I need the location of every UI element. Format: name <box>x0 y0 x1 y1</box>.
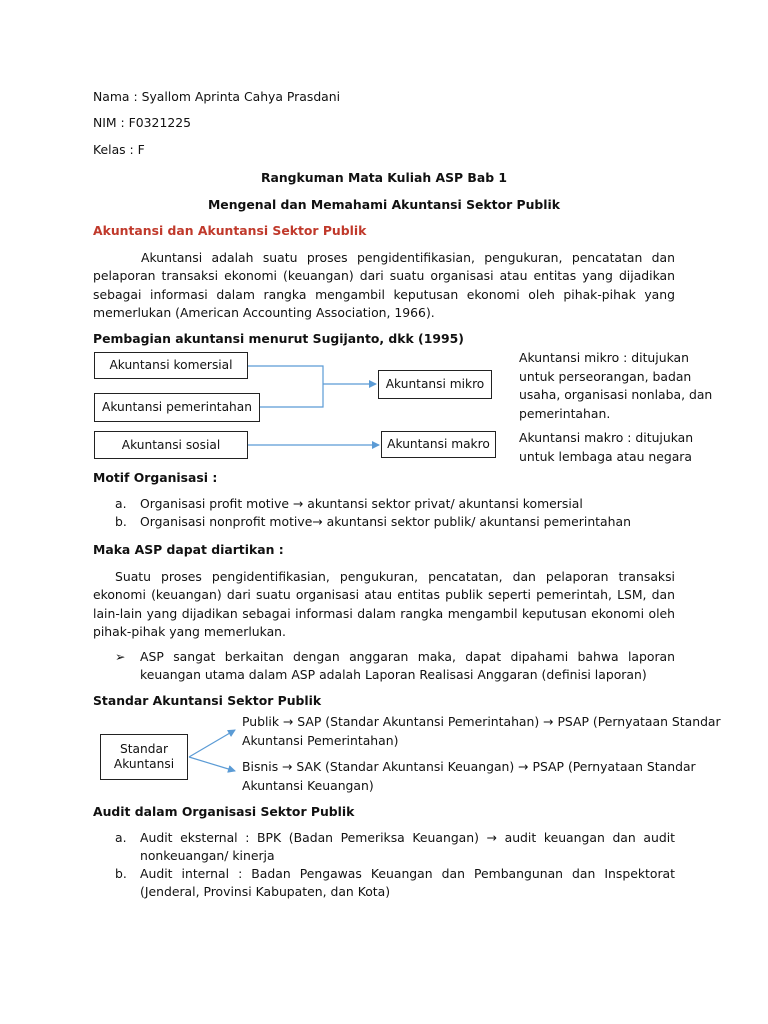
pembagian-heading: Pembagian akuntansi menurut Sugijanto, dkk (1995) <box>93 331 464 346</box>
asp-heading: Maka ASP dapat diartikan : <box>93 542 284 557</box>
page-subtitle: Mengenal dan Memahami Akuntansi Sektor Publik <box>207 197 561 212</box>
list-text: Audit internal : Badan Pengawas Keuangan dan Pembangunan dan Inspektorat (Jenderal, Provinsi Kabupaten, dan Kota) <box>140 866 675 899</box>
note-mikro-line: pemerintahan. <box>519 405 611 421</box>
box-akuntansi-komersial: Akuntansi komersial <box>94 352 248 379</box>
section-heading-akuntansi: Akuntansi dan Akuntansi Sektor Publik <box>93 223 367 238</box>
box-akuntansi-sosial: Akuntansi sosial <box>94 431 248 459</box>
box-akuntansi-makro: Akuntansi makro <box>381 431 496 458</box>
motif-heading: Motif Organisasi : <box>93 470 218 485</box>
box-standar-line1: Standar <box>120 742 168 756</box>
list-text: Organisasi profit motive → akuntansi sektor privat/ akuntansi komersial <box>140 496 583 511</box>
note-makro-line: Akuntansi makro : ditujukan <box>519 430 694 445</box>
note-mikro-line: untuk perseorangan, badan <box>519 368 692 384</box>
audit-heading: Audit dalam Organisasi Sektor Publik <box>93 804 355 819</box>
arrow-to-bisnis <box>189 757 235 771</box>
student-nim: NIM : F0321225 <box>93 115 191 130</box>
standar-bisnis <box>242 758 696 795</box>
student-name: Nama : Syallom Aprinta Cahya Prasdani <box>93 89 341 104</box>
note-mikro-line: usaha, organisasi nonlaba, dan <box>519 387 713 402</box>
standar-bisnis-line: Bisnis → SAK (Standar Akuntansi Keuangan) → PSAP (Pernyataan Standar <box>242 759 696 774</box>
list-marker: b. <box>115 514 127 529</box>
standar-publik-line: Akuntansi Pemerintahan) <box>242 732 399 748</box>
list-marker: a. <box>115 496 127 511</box>
standar-publik <box>242 713 721 750</box>
list-text: Organisasi nonprofit motive→ akuntansi sektor publik/ akuntansi pemerintahan <box>140 514 631 529</box>
asp-bullet-text: ASP sangat berkaitan dengan anggaran maka, dapat dipahami bahwa laporan keuangan utama dalam ASP adalah Laporan Realisasi Anggaran (definisi laporan) <box>140 649 675 682</box>
audit-item <box>115 829 675 865</box>
box-akuntansi-pemerintahan: Akuntansi pemerintahan <box>94 393 260 422</box>
standar-publik-line: Publik → SAP (Standar Akuntansi Pemerintahan) → PSAP (Pernyataan Standar <box>242 714 721 729</box>
standar-heading: Standar Akuntansi Sektor Publik <box>93 693 322 708</box>
box-akuntansi-mikro: Akuntansi mikro <box>378 370 492 399</box>
student-class: Kelas : F <box>93 142 145 157</box>
asp-paragraph: Suatu proses pengidentifikasian, pengukuran, pencatatan, dan pelaporan transaksi ekonomi (keuangan) dari suatu organisasi atau entitas publik seperti pemerintah, LSM, dan lain-lain yang dijadikan sebagai informasi dalam rangka mengambil keputusan ekonomi oleh pihak-pihak yang memerlukan. <box>93 569 675 639</box>
standar-bisnis-line: Akuntansi Keuangan) <box>242 777 374 793</box>
audit-item <box>115 865 675 901</box>
list-marker: a. <box>115 830 127 845</box>
arrow-bullet-icon: ➢ <box>115 649 126 664</box>
arrow-to-publik <box>189 730 235 757</box>
box-standar-line2: Akuntansi <box>113 757 175 771</box>
note-mikro-line: Akuntansi mikro : ditujukan <box>519 350 689 365</box>
list-text: Audit eksternal : BPK (Badan Pemeriksa Keuangan) → audit keuangan dan audit nonkeuangan/ kinerja <box>140 830 675 863</box>
list-marker: b. <box>115 866 127 881</box>
page-title: Rangkuman Mata Kuliah ASP Bab 1 <box>260 170 508 185</box>
note-makro-line: untuk lembaga atau negara <box>519 448 692 464</box>
akuntansi-paragraph: Akuntansi adalah suatu proses pengidentifikasian, pengukuran, pencatatan dan pelaporan transaksi ekonomi (keuangan) dari suatu organisasi atau entitas yang dijadikan sebagai informasi dalam rangka mengambil keputusan ekonomi oleh pihak-pihak yang memerlukan (American Accounting Association, 1966). <box>93 250 675 320</box>
